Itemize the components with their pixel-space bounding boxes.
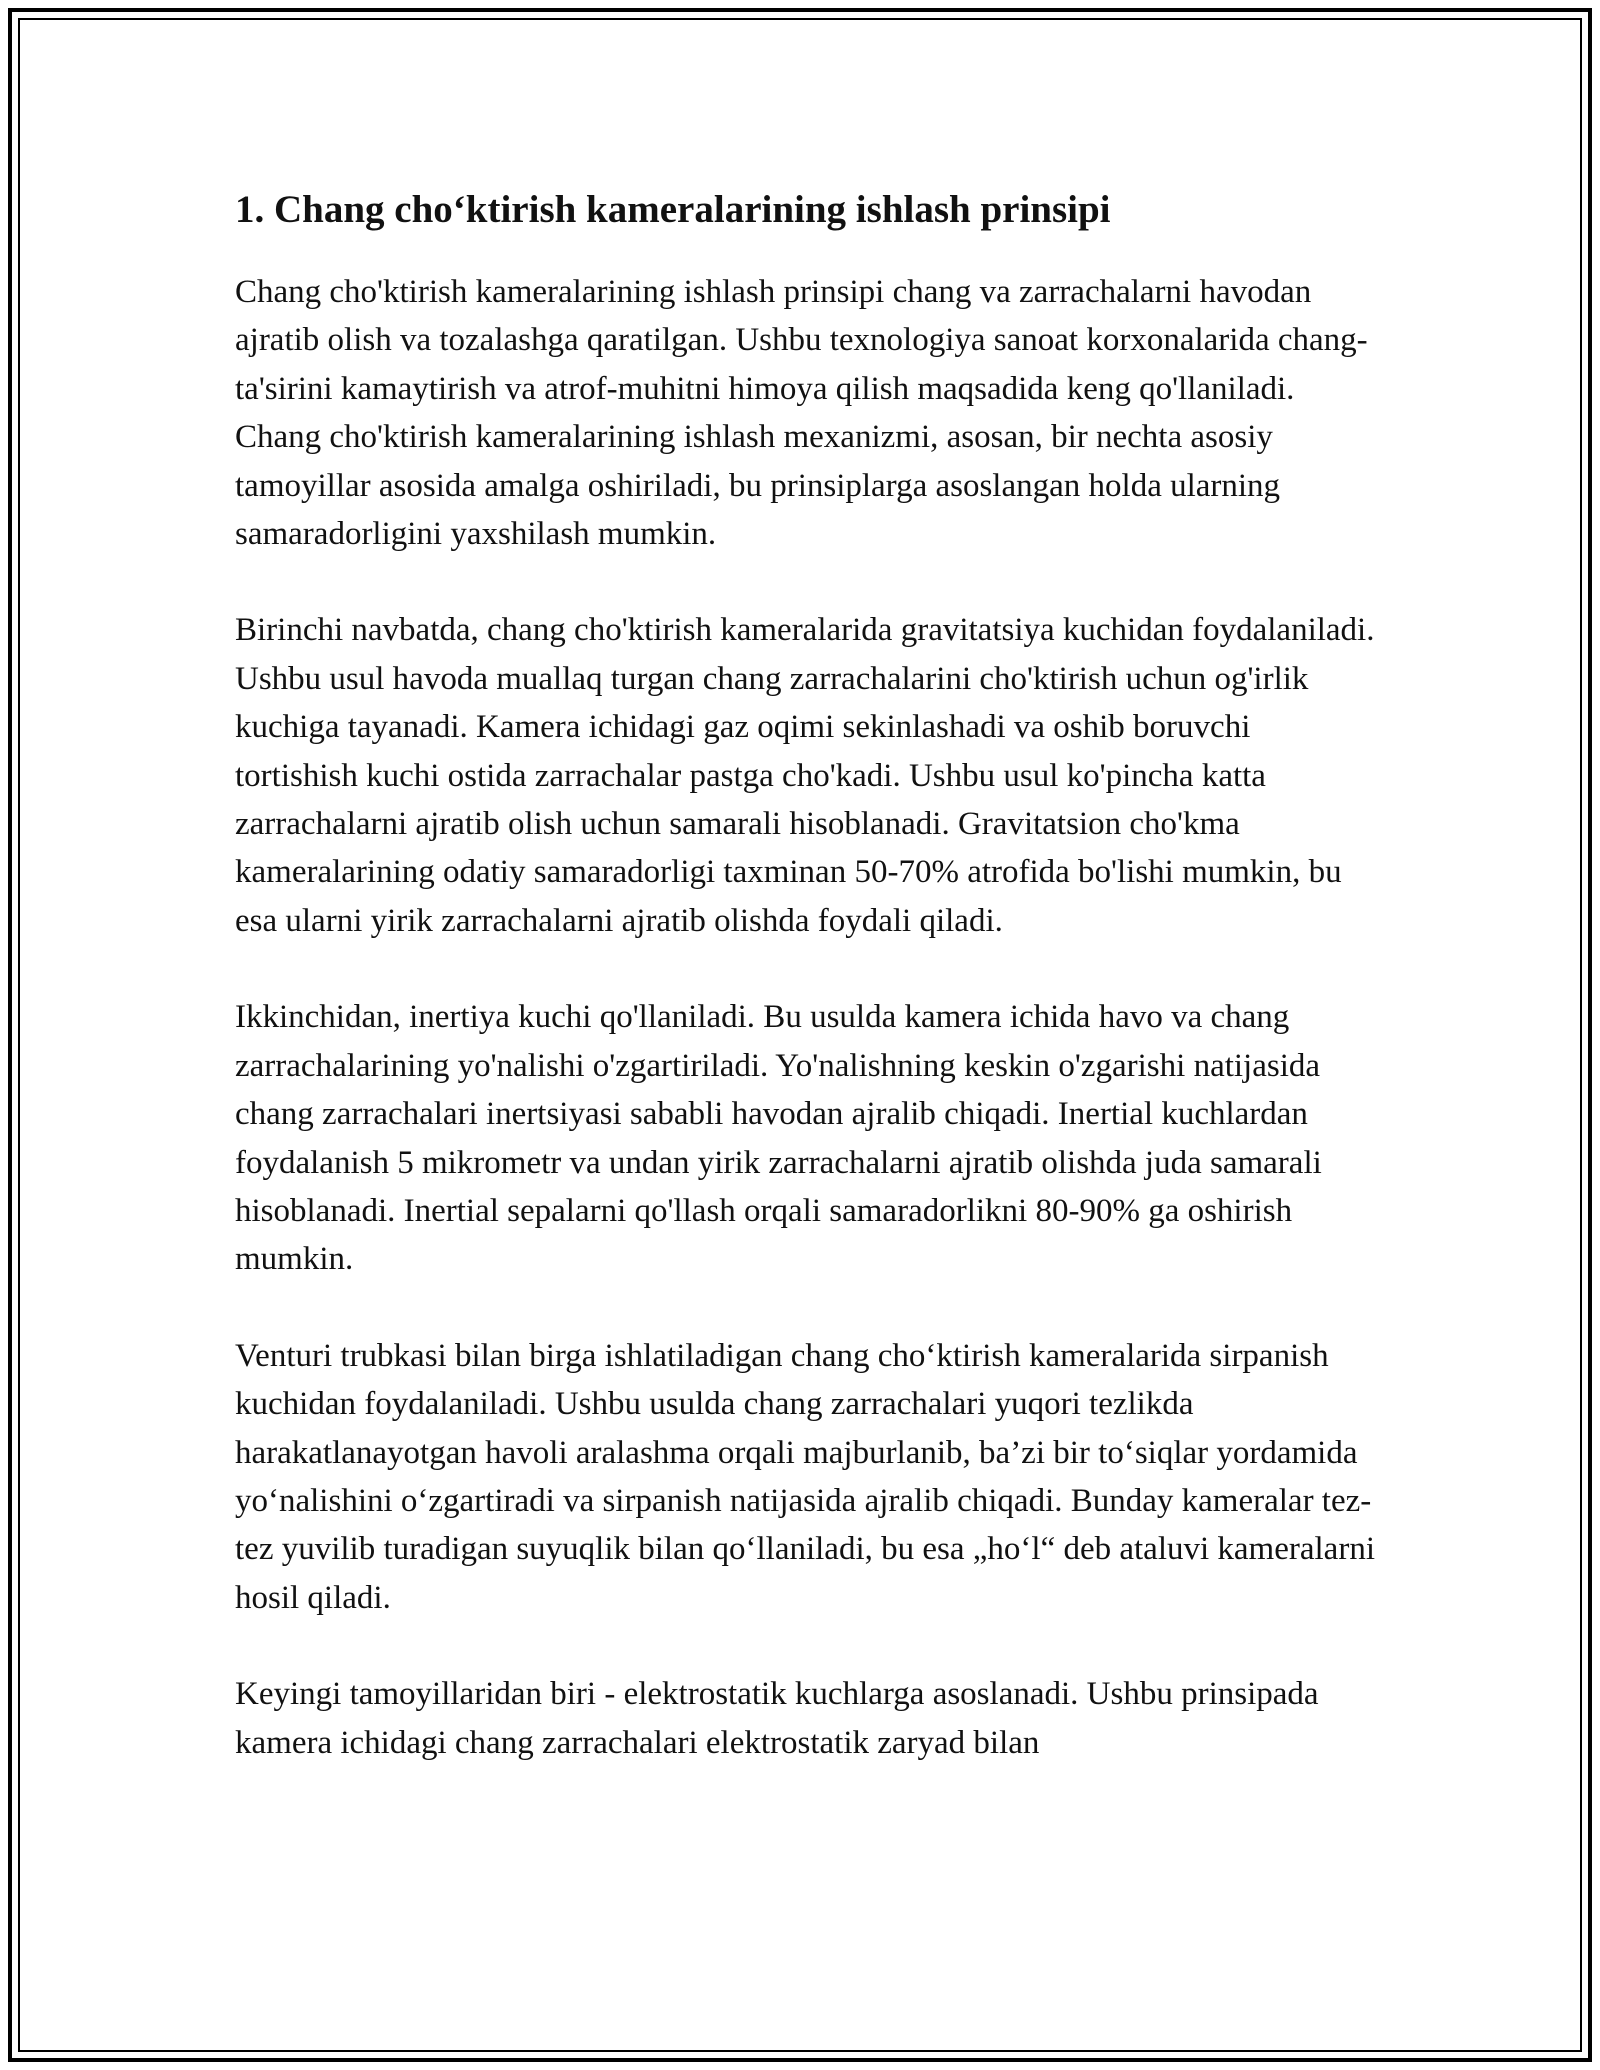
paragraph-2: Birinchi navbatda, chang cho'ktirish kameralarida gravitatsiya kuchidan foydalaniladi. Ushbu usul havoda muallaq turgan chang zarrachalarini cho'ktirish uchun og'irlik kuchiga tayanadi. Kamera ichidagi gaz oqimi sekinlashadi va oshib boruvchi tortishish kuchi ostida zarrachalar pastga cho'kadi. Ushbu usul ko'pincha katta zarrachalarni ajratib olish uchun samarali hisoblanadi. Gravitatsion cho'kma kameralarining odatiy samaradorligi taxminan 50-70% atrofida bo'lishi mumkin, bu esa ularni yirik zarrachalarni ajratib olishda foydali qiladi. xyxy=(235,612,1375,939)
paragraph-5: Keyingi tamoyillaridan biri - elektrostatik kuchlarga asoslanadi. Ushbu prinsipada kamera ichidagi chang zarrachalari elektrostatik zaryad bilan xyxy=(235,1676,1319,1761)
document-body xyxy=(235,180,1375,1815)
paragraph-1: Chang cho'ktirish kameralarining ishlash prinsipi chang va zarrachalarni havodan ajratib olish va tozalashga qaratilgan. Ushbu texnologiya sanoat korxonalarida chang-ta'sirini kamaytirish va atrof-muhitni himoya qilish maqsadida keng qo'llaniladi. Chang cho'ktirish kameralarining ishlash mexanizmi, asosan, bir nechta asosiy tamoyillar asosida amalga oshiriladi, bu prinsiplarga asoslangan holda ularning samaradorligini yaxshilash mumkin. xyxy=(235,274,1368,553)
paragraph-4: Venturi trubkasi bilan birga ishlatiladigan chang cho‘ktirish kameralarida sirpanish kuchidan foydalaniladi. Ushbu usulda chang zarrachalari yuqori tezlikda harakatlanayotgan havoli aralashma orqali majburlanib, ba’zi bir to‘siqlar yordamida yo‘nalishini o‘zgartiradi va sirpanish natijasida ajralib chiqadi. Bunday kameralar tez-tez yuvilib turadigan suyuqlik bilan qo‘llaniladi, bu esa „ho‘l“ deb ataluvi kameralarni hosil qiladi. xyxy=(235,1337,1375,1616)
section-heading: 1. Chang cho‘ktirish kameralarining ishlash prinsipi xyxy=(235,188,1111,231)
paragraph-3: Ikkinchidan, inertiya kuchi qo'llaniladi. Bu usulda kamera ichida havo va chang zarrachalarining yo'nalishi o'zgartiriladi. Yo'nalishning keskin o'zgarishi natijasida chang zarrachalari inertsiyasi sababli havodan ajralib chiqadi. Inertial kuchlardan foydalanish 5 mikrometr va undan yirik zarrachalarni ajratib olishda juda samarali hisoblanadi. Inertial sepalarni qo'llash orqali samaradorlikni 80-90% ga oshirish mumkin. xyxy=(235,999,1322,1278)
